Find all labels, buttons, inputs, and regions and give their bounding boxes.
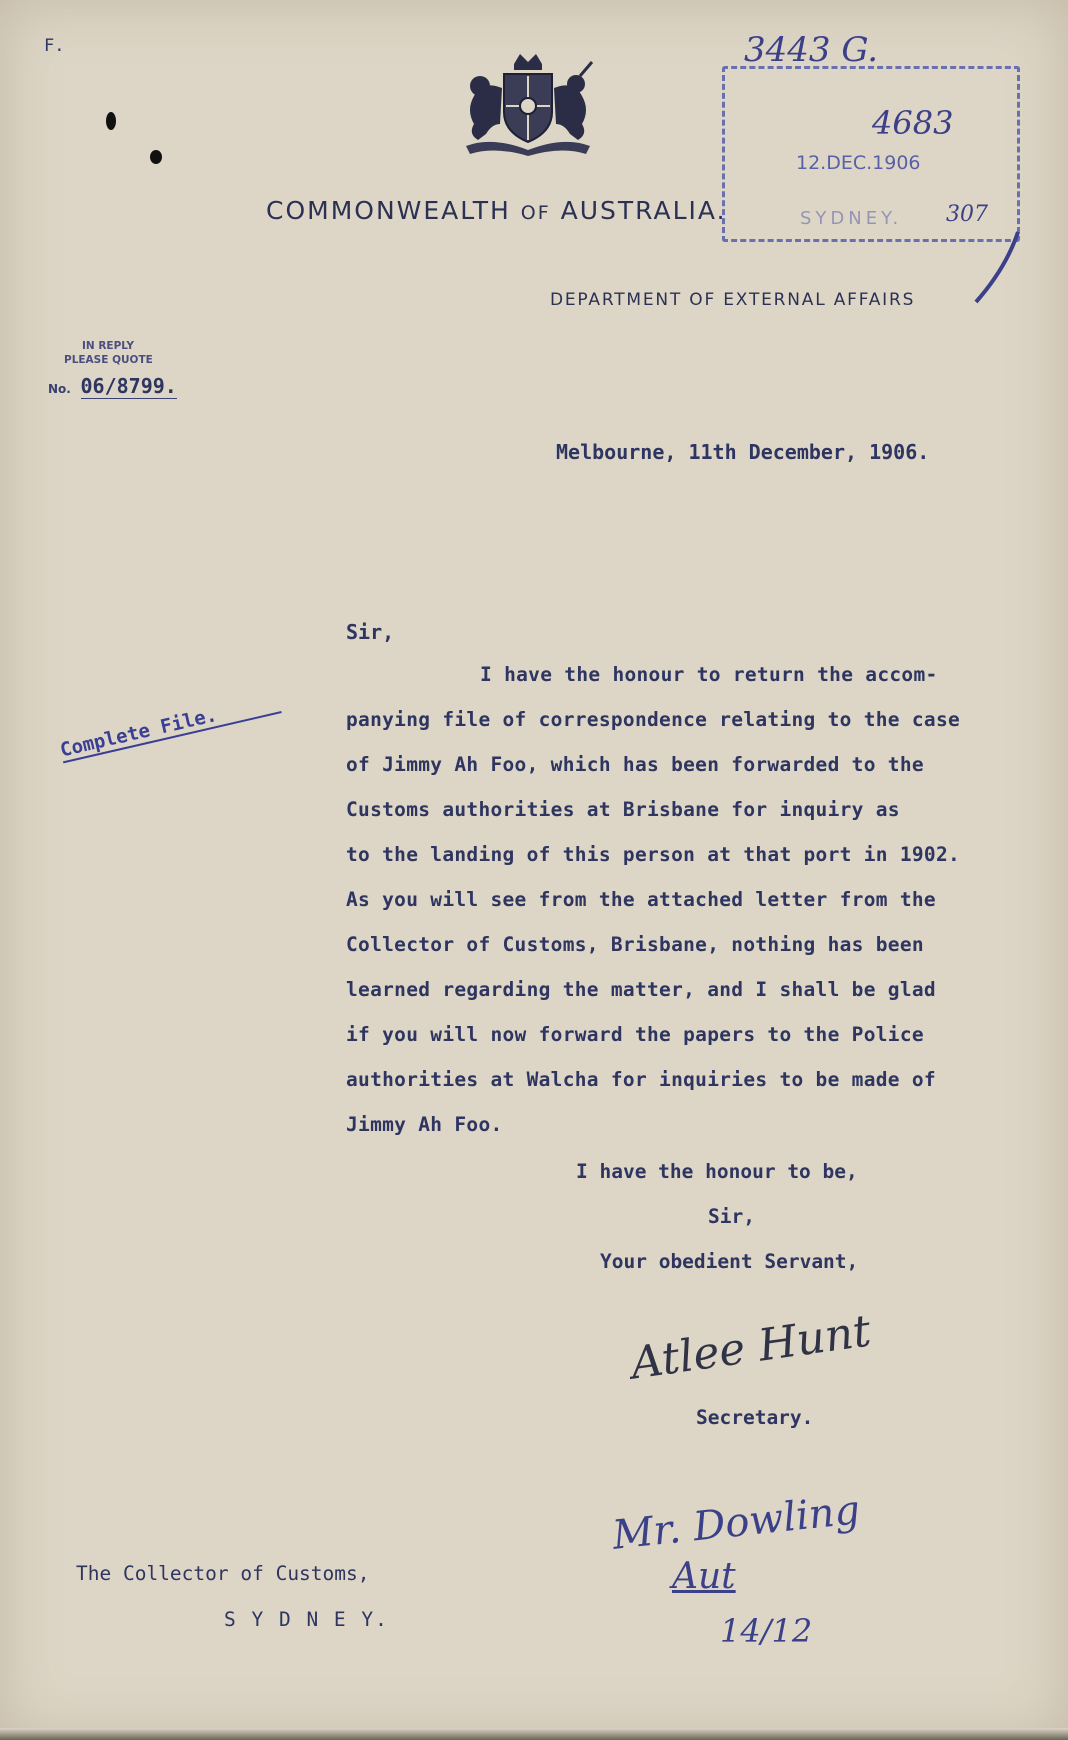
page-bottom-edge [0,1728,1068,1740]
body-line: if you will now forward the papers to the Police [346,1023,924,1046]
annotation-line-1: Mr. Dowling [610,1487,863,1559]
coat-of-arms-icon [452,50,604,158]
signature-title: Secretary. [696,1406,814,1429]
letterhead-word-commonwealth: COMMONWEALTH [266,196,511,225]
reply-number: 06/8799. [80,374,177,398]
body-line: learned regarding the matter, and I shall be glad [346,978,936,1001]
closing-line-3: Your obedient Servant, [600,1250,859,1273]
annotation-line-3: 14/12 [720,1612,813,1650]
stamp-reg-number: 3443 G. [744,30,879,70]
date-line: Melbourne, 11th December, 1906. [556,440,930,464]
reply-no-label: No. [48,382,71,396]
body-line: I have the honour to return the accom- [480,663,938,686]
stamp-ref-number: 4683 [872,104,954,142]
body-line: As you will see from the attached letter from the [346,888,936,911]
body-line: Jimmy Ah Foo. [346,1113,503,1136]
department-name: DEPARTMENT OF EXTERNAL AFFAIRS [550,290,916,310]
reply-line-1: IN REPLY [82,340,134,352]
stamp-location: SYDNEY. [800,208,903,229]
marginal-note-text: Complete File. [58,690,282,764]
ink-blot [150,150,162,164]
addressee-line-2: S Y D N E Y. [224,1608,389,1631]
stamp-folio: 307 [946,202,988,227]
marginal-note [58,690,281,762]
annotation-line-2: Aut [672,1556,736,1597]
ink-blot [106,112,116,130]
stamp-tick-mark-icon [966,228,1026,308]
letterhead-word-australia: AUSTRALIA. [560,196,727,225]
closing-line-1: I have the honour to be, [576,1160,858,1183]
stamp-date: 12.DEC.1906 [796,152,921,174]
form-code: F. [44,36,65,56]
reply-number-row [48,374,177,398]
addressee-line-1: The Collector of Customs, [76,1562,370,1585]
letterhead-word-of: OF [520,202,551,224]
reply-line-2: PLEASE QUOTE [64,354,153,366]
body-line: Collector of Customs, Brisbane, nothing has been [346,933,924,956]
closing-line-2: Sir, [708,1205,755,1228]
body-line: Customs authorities at Brisbane for inquiry as [346,798,900,821]
body-line: to the landing of this person at that port in 1902. [346,843,961,866]
body-line: authorities at Walcha for inquiries to be made of [346,1068,936,1091]
salutation: Sir, [346,620,395,644]
letterhead-title [266,196,727,225]
body-line: panying file of correspondence relating to the case [346,708,961,731]
body-line: of Jimmy Ah Foo, which has been forwarded to the [346,753,924,776]
signature: Atlee Hunt [627,1305,874,1390]
